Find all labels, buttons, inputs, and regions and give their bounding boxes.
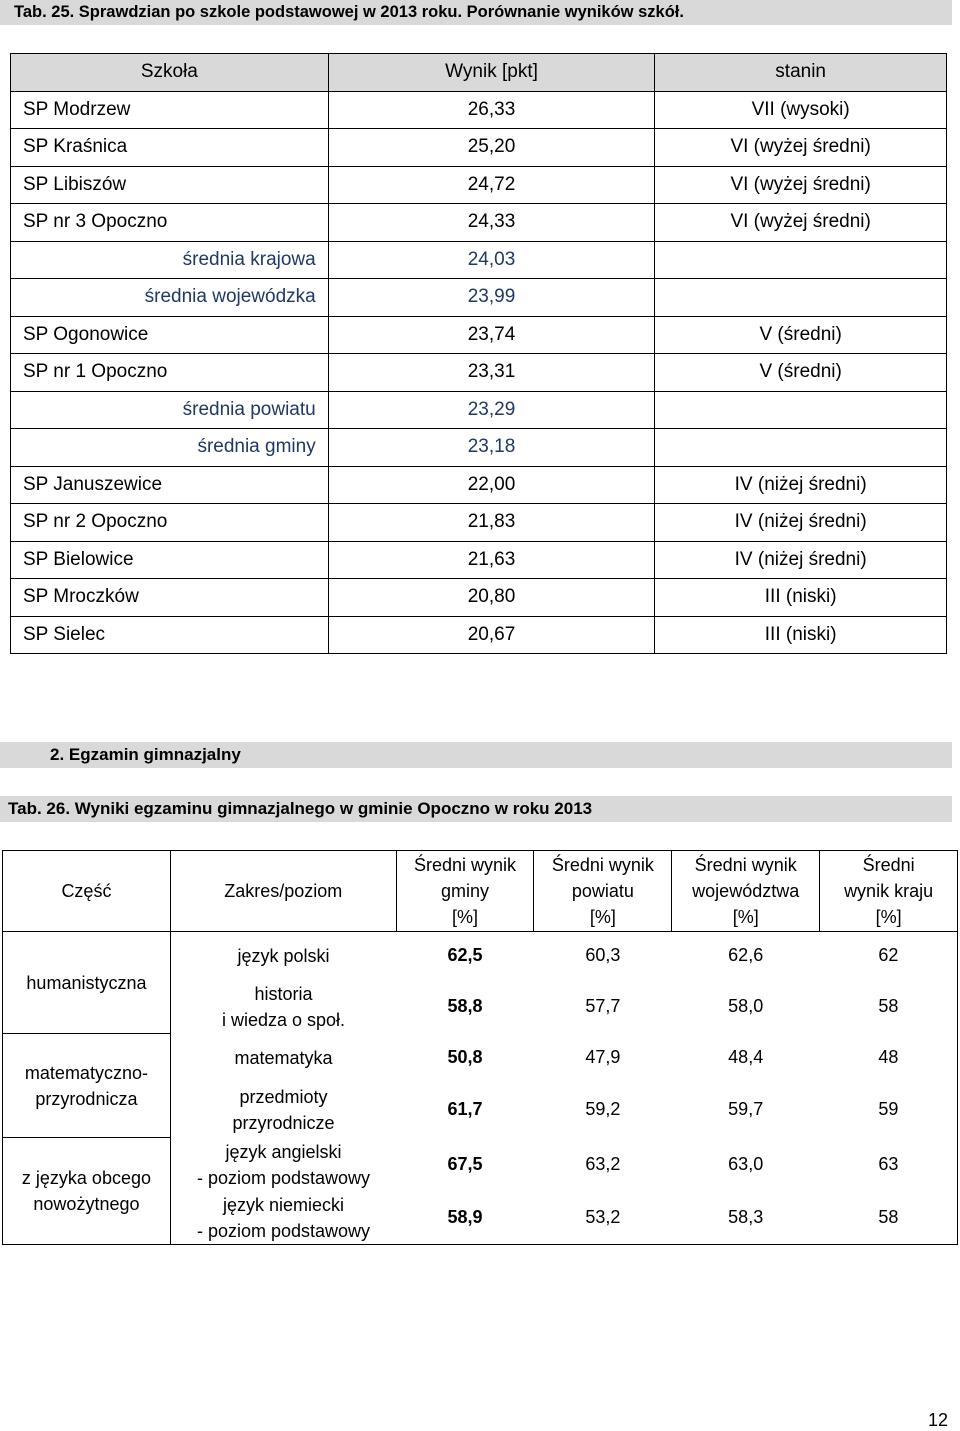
stanine-cell: VII (wysoki) bbox=[655, 91, 947, 129]
score-cell: 21,63 bbox=[328, 541, 655, 579]
score-kraju-cell: 58 bbox=[820, 1192, 958, 1245]
table-row bbox=[3, 932, 958, 980]
score-gminy-cell: 50,8 bbox=[447, 1047, 483, 1067]
scope-cell: przedmioty przyrodnicze bbox=[232, 1086, 335, 1133]
table-row bbox=[11, 391, 947, 429]
stanine-cell bbox=[655, 279, 947, 317]
column-header-score: Wynik [pkt] bbox=[328, 54, 655, 92]
table26-header-row bbox=[3, 851, 958, 932]
stanine-cell: V (średni) bbox=[655, 354, 947, 392]
score-kraju-cell: 59 bbox=[820, 1082, 958, 1138]
score-cell: 24,03 bbox=[328, 241, 655, 279]
column-header-stanine: stanin bbox=[655, 54, 947, 92]
table-row bbox=[11, 279, 947, 317]
table-row bbox=[3, 1138, 958, 1192]
table-row bbox=[3, 1034, 958, 1082]
stanine-cell: VI (wyżej średni) bbox=[655, 204, 947, 242]
exam-part-cell: humanistyczna bbox=[3, 932, 171, 1034]
table-row bbox=[11, 466, 947, 504]
table-row bbox=[11, 541, 947, 579]
exam-part-cell: matematyczno- przyrodnicza bbox=[3, 1034, 171, 1138]
table-row bbox=[11, 579, 947, 617]
section-heading: 2. Egzamin gimnazjalny bbox=[0, 742, 952, 768]
score-cell: 20,80 bbox=[328, 579, 655, 617]
score-powiatu-cell: 53,2 bbox=[534, 1192, 672, 1245]
score-gminy-cell: 61,7 bbox=[447, 1099, 483, 1119]
school-name-cell: SP Kraśnica bbox=[11, 129, 329, 167]
school-name-cell: średnia powiatu bbox=[11, 391, 329, 429]
score-cell: 22,00 bbox=[328, 466, 655, 504]
school-name-cell: SP nr 3 Opoczno bbox=[11, 204, 329, 242]
school-name-cell: SP Januszewice bbox=[11, 466, 329, 504]
score-wojewodztwa-cell: 59,7 bbox=[728, 1099, 764, 1119]
table25 bbox=[10, 53, 947, 654]
stanine-cell bbox=[655, 241, 947, 279]
school-name-cell: SP Libiszów bbox=[11, 166, 329, 204]
school-name-cell: średnia gminy bbox=[11, 429, 329, 467]
page-number: 12 bbox=[927, 1410, 948, 1430]
stanine-cell: III (niski) bbox=[655, 616, 947, 654]
score-gminy-cell: 62,5 bbox=[447, 945, 483, 966]
table-row bbox=[11, 504, 947, 542]
school-name-cell: SP nr 2 Opoczno bbox=[11, 504, 329, 542]
score-cell: 23,31 bbox=[328, 354, 655, 392]
table-row bbox=[11, 129, 947, 167]
school-name-cell: średnia wojewódzka bbox=[11, 279, 329, 317]
score-gminy-cell: 58,9 bbox=[396, 1192, 534, 1245]
score-cell: 23,74 bbox=[328, 316, 655, 354]
score-cell: 23,29 bbox=[328, 391, 655, 429]
school-name-cell: SP Bielowice bbox=[11, 541, 329, 579]
score-wojewodztwa-cell: 62,6 bbox=[728, 945, 764, 966]
school-name-cell: SP nr 1 Opoczno bbox=[11, 354, 329, 392]
score-kraju-cell: 63 bbox=[820, 1138, 958, 1192]
table-row bbox=[11, 91, 947, 129]
score-kraju-cell: 58 bbox=[820, 980, 958, 1034]
stanine-cell bbox=[655, 391, 947, 429]
stanine-cell: IV (niżej średni) bbox=[655, 466, 947, 504]
table-row bbox=[11, 429, 947, 467]
score-cell: 25,20 bbox=[328, 129, 655, 167]
scope-cell: język angielski - poziom podstawowy bbox=[196, 1141, 371, 1188]
table-row bbox=[11, 316, 947, 354]
scope-cell: matematyka bbox=[234, 1047, 333, 1068]
score-powiatu-cell: 57,7 bbox=[585, 996, 621, 1016]
score-cell: 26,33 bbox=[328, 91, 655, 129]
column-header-scope: Zakres/poziom bbox=[170, 851, 396, 932]
score-powiatu-cell: 60,3 bbox=[585, 945, 621, 966]
score-wojewodztwa-cell: 58,3 bbox=[672, 1192, 820, 1245]
school-name-cell: SP Mroczków bbox=[11, 579, 329, 617]
table-row bbox=[11, 204, 947, 242]
stanine-cell bbox=[655, 429, 947, 467]
school-name-cell: średnia krajowa bbox=[11, 241, 329, 279]
score-powiatu-cell: 47,9 bbox=[585, 1047, 621, 1067]
table26 bbox=[2, 850, 958, 1245]
score-wojewodztwa-cell: 48,4 bbox=[728, 1047, 764, 1067]
score-cell: 20,67 bbox=[328, 616, 655, 654]
school-name-cell: SP Ogonowice bbox=[11, 316, 329, 354]
score-powiatu-cell: 63,2 bbox=[585, 1154, 621, 1174]
stanine-cell: IV (niżej średni) bbox=[655, 504, 947, 542]
table25-header-row bbox=[11, 54, 947, 92]
score-powiatu-cell: 59,2 bbox=[585, 1099, 621, 1119]
scope-cell: język niemiecki - poziom podstawowy bbox=[170, 1192, 396, 1245]
stanine-cell: VI (wyżej średni) bbox=[655, 129, 947, 167]
school-name-cell: SP Modrzew bbox=[11, 91, 329, 129]
table-row bbox=[11, 166, 947, 204]
stanine-cell: IV (niżej średni) bbox=[655, 541, 947, 579]
exam-part-cell: z języka obcego nowożytnego bbox=[3, 1138, 171, 1245]
score-wojewodztwa-cell: 58,0 bbox=[728, 996, 764, 1016]
scope-cell: historia i wiedza o społ. bbox=[221, 983, 346, 1030]
column-header-powiat: Średni wynik powiatu [%] bbox=[534, 851, 672, 932]
column-header-gmina: Średni wynik gminy [%] bbox=[396, 851, 534, 932]
school-name-cell: SP Sielec bbox=[11, 616, 329, 654]
score-cell: 24,33 bbox=[328, 204, 655, 242]
table-row bbox=[11, 354, 947, 392]
score-gminy-cell: 58,8 bbox=[447, 996, 483, 1016]
score-kraju-cell: 48 bbox=[820, 1034, 958, 1082]
column-header-kraj: Średni wynik kraju [%] bbox=[820, 851, 958, 932]
score-gminy-cell: 67,5 bbox=[447, 1154, 483, 1174]
table26-caption: Tab. 26. Wyniki egzaminu gimnazjalnego w gminie Opoczno w roku 2013 bbox=[0, 796, 952, 822]
table-row bbox=[11, 616, 947, 654]
stanine-cell: VI (wyżej średni) bbox=[655, 166, 947, 204]
score-cell: 21,83 bbox=[328, 504, 655, 542]
scope-cell: język polski bbox=[237, 945, 330, 966]
score-cell: 24,72 bbox=[328, 166, 655, 204]
score-cell: 23,18 bbox=[328, 429, 655, 467]
table-row bbox=[11, 241, 947, 279]
column-header-wojewodztwo: Średni wynik województwa [%] bbox=[672, 851, 820, 932]
score-cell: 23,99 bbox=[328, 279, 655, 317]
column-header-school: Szkoła bbox=[11, 54, 329, 92]
stanine-cell: III (niski) bbox=[655, 579, 947, 617]
table25-caption: Tab. 25. Sprawdzian po szkole podstawowej w 2013 roku. Porównanie wyników szkół. bbox=[0, 0, 952, 25]
column-header-part: Część bbox=[3, 851, 171, 932]
stanine-cell: V (średni) bbox=[655, 316, 947, 354]
score-kraju-cell: 62 bbox=[820, 932, 958, 980]
score-wojewodztwa-cell: 63,0 bbox=[728, 1154, 764, 1174]
